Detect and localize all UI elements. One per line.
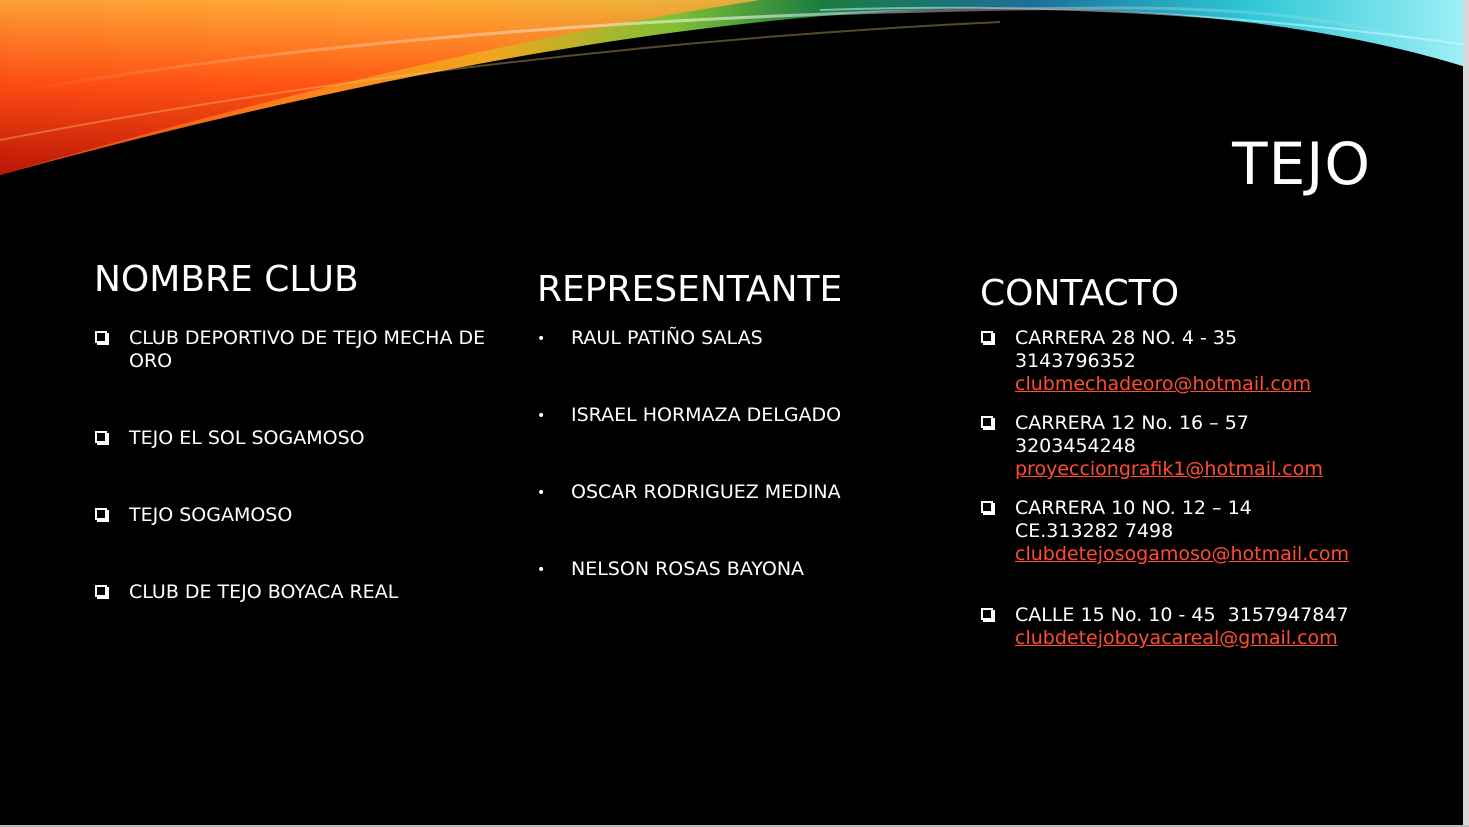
contact-address: CALLE 15 No. 10 - 45 3157947847 (1015, 604, 1349, 626)
representative-list-item: • ISRAEL HORMAZA DELGADO (537, 404, 842, 426)
bullet-dot-icon: • (537, 485, 546, 501)
contact-list-item (981, 497, 1371, 566)
contact-phone: 3143796352 (1015, 350, 1136, 372)
contact-email-link[interactable]: clubmechadeoro@hotmail.com (1015, 373, 1311, 395)
checkbox-square-icon (95, 508, 107, 520)
checkbox-square-icon (95, 331, 107, 343)
checkbox-square-icon (981, 501, 993, 513)
checkbox-square-icon (95, 585, 107, 597)
contact-email-link[interactable]: proyecciongrafik1@hotmail.com (1015, 458, 1323, 480)
column-header-contacto: CONTACTO (980, 273, 1180, 314)
contact-list-item (981, 327, 1371, 396)
club-list-item: CLUB DE TEJO BOYACA REAL (95, 581, 495, 604)
bullet-dot-icon: • (537, 331, 546, 347)
checkbox-square-icon (981, 331, 993, 343)
checkbox-square-icon (95, 431, 107, 443)
bullet-dot-icon: • (537, 408, 546, 424)
checkbox-square-icon (981, 608, 993, 620)
club-list-item: TEJO SOGAMOSO (95, 504, 495, 527)
slide-title: TEJO (1232, 130, 1371, 198)
column-header-nombre-club: NOMBRE CLUB (94, 259, 359, 300)
contact-list-item (981, 604, 1371, 650)
bullet-dot-icon: • (537, 562, 546, 578)
contact-address: CARRERA 12 No. 16 – 57 (1015, 412, 1249, 434)
representative-list-item: • RAUL PATIÑO SALAS (537, 327, 763, 349)
representative-list-item: • OSCAR RODRIGUEZ MEDINA (537, 481, 841, 503)
contact-phone: 3203454248 (1015, 435, 1136, 457)
contact-address: CARRERA 10 NO. 12 – 14 (1015, 497, 1252, 519)
contact-address: CARRERA 28 NO. 4 - 35 (1015, 327, 1238, 349)
contact-phone: CE.313282 7498 (1015, 520, 1174, 542)
column-header-representante: REPRESENTANTE (537, 269, 843, 310)
checkbox-square-icon (981, 416, 993, 428)
contact-email-link[interactable]: clubdetejoboyacareal@gmail.com (1015, 627, 1338, 649)
contact-email-link[interactable]: clubdetejosogamoso@hotmail.com (1015, 543, 1349, 565)
club-list-item: TEJO EL SOL SOGAMOSO (95, 427, 495, 450)
slide-right-border (1463, 0, 1469, 827)
contact-list-item (981, 412, 1371, 481)
representative-list-item: • NELSON ROSAS BAYONA (537, 558, 805, 580)
club-list-item: CLUB DEPORTIVO DE TEJO MECHA DE ORO (95, 327, 495, 373)
